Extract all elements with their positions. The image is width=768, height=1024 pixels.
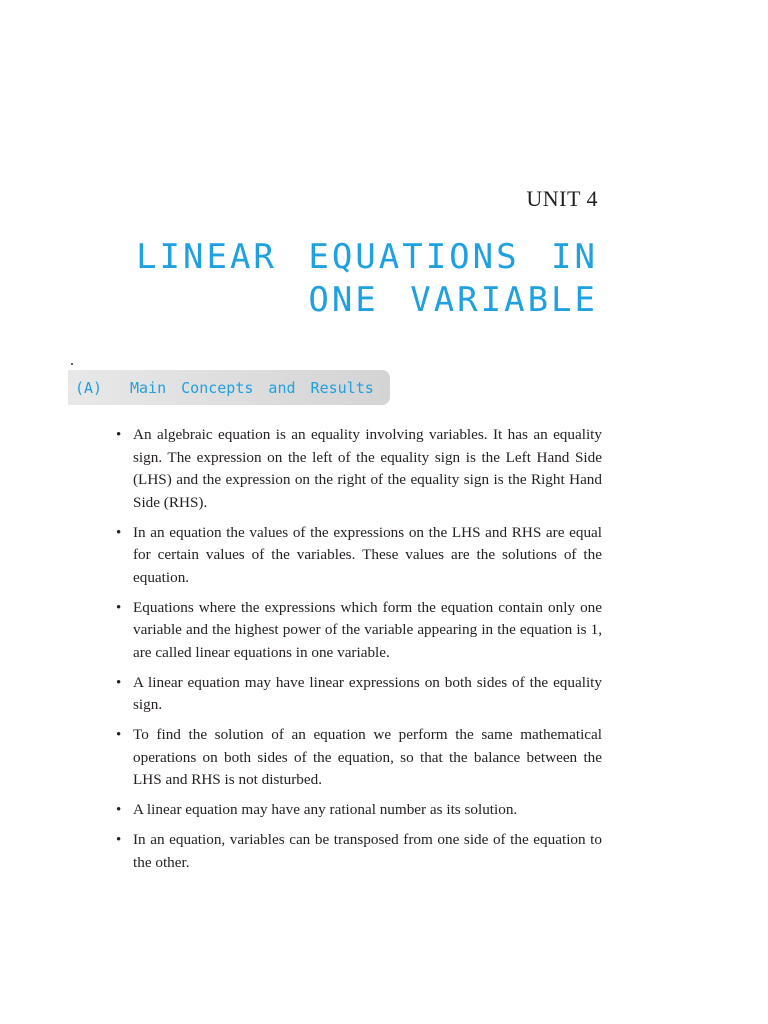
bullet-icon: • xyxy=(116,674,122,691)
chapter-title-line-2: ONE VARIABLE xyxy=(308,280,598,320)
list-item-text: Equations where the expressions which form the equation contain only one variable and the highest power of the variable appearing in the equation is 1, are called linear equations in one variable. xyxy=(133,598,602,661)
scan-mark xyxy=(71,363,73,365)
list-item xyxy=(116,522,602,590)
list-item-text: A linear equation may have any rational number as its solution. xyxy=(133,801,518,818)
list-item-text: To find the solution of an equation we perform the same mathematical operations on both sides of the equation, so that the balance between the LHS and RHS is not disturbed. xyxy=(133,726,602,788)
list-item xyxy=(116,424,602,514)
concepts-list xyxy=(116,424,602,882)
list-item-text: In an equation the values of the expressions on the LHS and RHS are equal for certain values of the variables. These values are the solutions of the equation. xyxy=(133,523,602,586)
list-item-text: An algebraic equation is an equality involving variables. It has an equality sign. The expression on the left of the equality sign is the Left Hand Side (LHS) and the expression on the right of the equality sign is the Right Hand Side (RHS). xyxy=(133,426,602,511)
section-code: (A) xyxy=(75,378,103,397)
chapter-title-line-1: LINEAR EQUATIONS IN xyxy=(136,237,598,277)
bullet-icon: • xyxy=(116,524,122,541)
bullet-icon: • xyxy=(116,599,122,616)
unit-label: UNIT 4 xyxy=(526,186,598,211)
bullet-icon: • xyxy=(116,427,122,443)
list-item xyxy=(116,799,602,822)
chapter-title xyxy=(78,236,598,322)
bullet-icon: • xyxy=(116,802,122,818)
list-item xyxy=(116,597,602,665)
bullet-icon: • xyxy=(116,832,122,848)
list-item xyxy=(116,724,602,792)
bullet-icon: • xyxy=(116,727,122,743)
list-item xyxy=(116,672,602,717)
section-header xyxy=(68,370,390,405)
section-title: Main Concepts and Results xyxy=(130,378,374,397)
list-item xyxy=(116,829,602,874)
list-item-text: A linear equation may have linear expressions on both sides of the equality sign. xyxy=(133,673,602,713)
list-item-text: In an equation, variables can be transposed from one side of the equation to the other. xyxy=(133,831,602,871)
